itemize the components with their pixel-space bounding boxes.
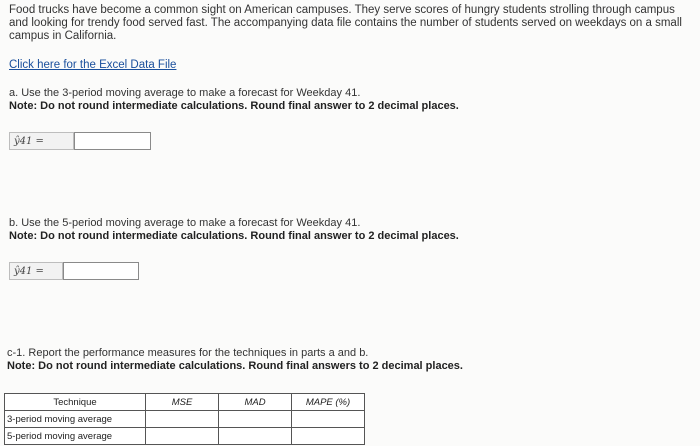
part-b-section [9,217,459,243]
header-technique: Technique [5,394,146,411]
problem-intro: Food trucks have become a common sight on American campuses. They serve scores of hungry students strolling through campus and looking for trendy food served fast. The accompanying data file contains the number of students served on weekdays on a small campus in California. [9,4,682,42]
part-a-answer-row [9,132,151,150]
header-mse: MSE [146,394,219,411]
part-c1-note: Note: Do not round intermediate calculations. Round final answers to 2 decimal places. [7,360,463,372]
part-c1-question: c-1. Report the performance measures for the techniques in parts a and b. [7,347,369,359]
part-b-label: ŷ41 = [9,262,63,280]
excel-data-file-link[interactable]: Click here for the Excel Data File [9,59,177,71]
mse-5-period-input[interactable] [146,428,218,444]
mad-3-period-input[interactable] [219,411,291,427]
mape-5-period-input[interactable] [292,428,364,444]
part-c1-section [7,347,463,373]
performance-measures-table [4,393,365,445]
part-b-answer-row [9,262,139,280]
part-b-forecast-input[interactable] [63,262,139,280]
mape-3-period-input[interactable] [292,411,364,427]
table-row [5,411,365,428]
mse-3-period-input[interactable] [146,411,218,427]
row-technique-3-period: 3-period moving average [5,411,146,428]
part-b-question: b. Use the 5-period moving average to make a forecast for Weekday 41. [9,217,361,229]
part-a-forecast-input[interactable] [74,132,151,150]
part-b-note: Note: Do not round intermediate calculations. Round final answer to 2 decimal places. [9,230,459,242]
part-a-note: Note: Do not round intermediate calculations. Round final answer to 2 decimal places. [9,100,459,112]
part-a-section [9,87,459,113]
row-technique-5-period: 5-period moving average [5,428,146,445]
table-row [5,428,365,445]
part-a-label: ŷ41 = [9,132,74,150]
part-a-question: a. Use the 3-period moving average to make a forecast for Weekday 41. [9,87,361,99]
header-mad: MAD [219,394,292,411]
mad-5-period-input[interactable] [219,428,291,444]
header-mape: MAPE (%) [292,394,365,411]
table-header-row [5,394,365,411]
